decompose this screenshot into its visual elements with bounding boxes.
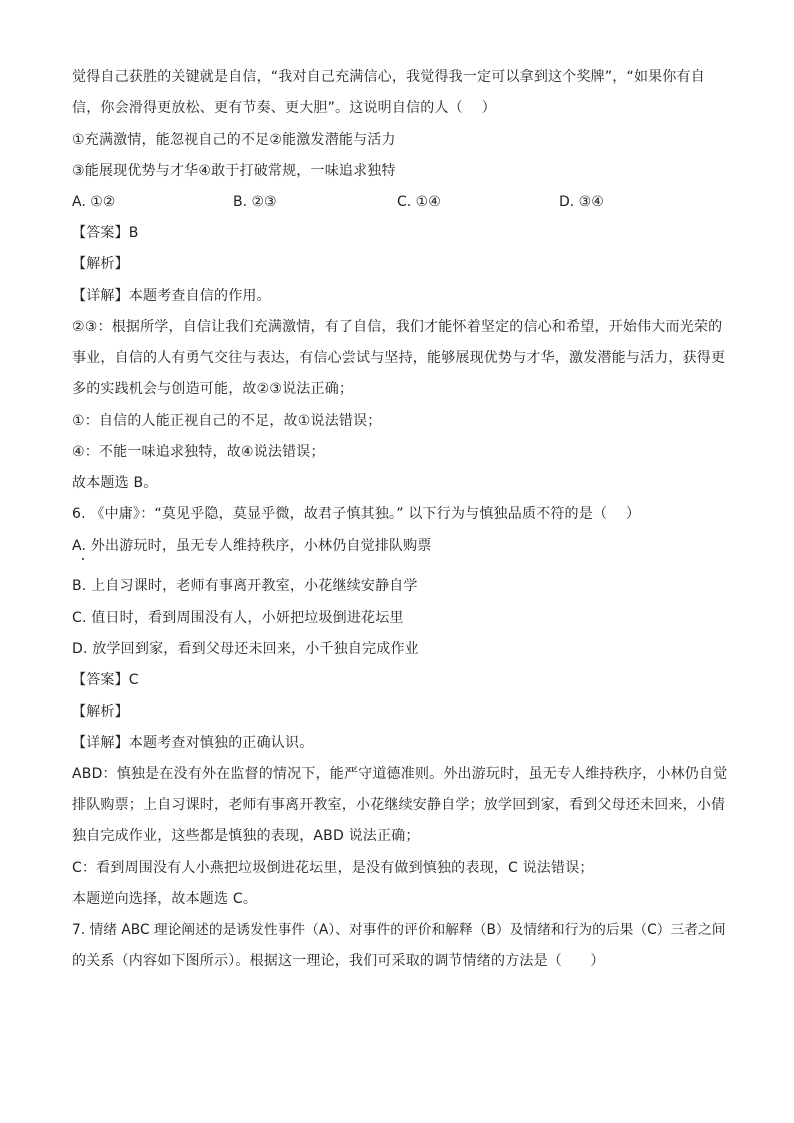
q6-explanation-line-1: ABD：慎独是在没有外在监督的情况下，能严守道德准则。外出游玩时，虽无专人维持秩序，小林仍自觉 <box>72 766 728 782</box>
q5-answer: 【答案】B <box>72 225 139 241</box>
q6-option-a: A. 外出游玩时，虽无专人维持秩序，小林仍自觉排队购票 <box>72 538 432 554</box>
q7-stem-line-2: 的关系（内容如下图所示）。根据这一理论，我们可采取的调节情绪的方法是（ ） <box>72 953 605 969</box>
q5-conclusion: 故本题选 B。 <box>72 475 158 491</box>
q5-option-c: C. ①④ <box>397 194 441 210</box>
q6-explanation-line-2: 排队购票；上自习课时，老师有事离开教室，小花继续安静自学；放学回到家，看到父母还未回来，小倩 <box>72 797 726 813</box>
q5-analysis-heading: 【解析】 <box>72 256 129 272</box>
q5-explanation-line-5: ④：不能一味追求独特，故④说法错误； <box>72 444 325 460</box>
q5-explanation-line-4: ①：自信的人能正视自己的不足，故①说法错误； <box>72 413 382 429</box>
q5-stem-line-2: 信，你会滑得更放松、更有节奏、更大胆”。这说明自信的人（ ） <box>72 100 496 116</box>
q5-statements-line-2: ③能展现优势与才华④敢于打破常规，一味追求独特 <box>72 163 396 179</box>
q6-stem: 6. 《中庸》：“莫见乎隐，莫显乎微，故君子慎其独。” 以下行为与慎独品质不符的是（ ） <box>72 506 641 522</box>
q6-answer: 【答案】C <box>72 672 139 688</box>
q5-explanation-line-3: 多的实践机会与创造可能，故②③说法正确； <box>72 381 354 397</box>
q5-explanation-line-1: ②③：根据所学，自信让我们充满激情，有了自信，我们才能怀着坚定的信心和希望，开始伟大而光荣的 <box>72 319 723 335</box>
q7-stem-line-1: 7. 情绪 ABC 理论阐述的是诱发性事件（A）、对事件的评价和解释（B）及情绪和行为的后果（C）三者之间 <box>72 922 726 938</box>
stray-dot-mark <box>82 558 84 560</box>
q6-option-d: D. 放学回到家，看到父母还未回来，小千独自完成作业 <box>72 641 419 657</box>
q6-explanation-line-3: 独自完成作业，这些都是慎独的表现，ABD 说法正确； <box>72 828 420 844</box>
q5-explanation-line-2: 事业，自信的人有勇气交往与表达，有信心尝试与坚持，能够展现优势与才华，激发潜能与活力，获得更 <box>72 350 726 366</box>
q5-statements-line-1: ①充满激情，能忽视自己的不足②能激发潜能与活力 <box>72 132 396 148</box>
q6-option-b: B. 上自习课时，老师有事离开教室，小花继续安静自学 <box>72 578 418 594</box>
q6-explanation-line-4: C：看到周围没有人小燕把垃圾倒进花坛里，是没有做到慎独的表现，C 说法错误； <box>72 860 594 876</box>
q6-conclusion: 本题逆向选择，故本题选 C。 <box>72 891 258 907</box>
q5-detail-heading: 【详解】本题考查自信的作用。 <box>72 288 271 304</box>
q6-detail-heading: 【详解】本题考查对慎独的正确认识。 <box>72 735 314 751</box>
q5-option-d: D. ③④ <box>559 194 604 210</box>
q5-option-a: A. ①② <box>72 194 116 210</box>
q6-option-c: C. 值日时，看到周围没有人，小妍把垃圾倒进花坛里 <box>72 610 404 626</box>
q5-option-b: B. ②③ <box>233 194 277 210</box>
q6-analysis-heading: 【解析】 <box>72 704 129 720</box>
q5-stem-line-1: 觉得自己获胜的关键就是自信，“我对自己充满信心，我觉得我一定可以拿到这个奖牌”，“如果你有自 <box>72 69 705 85</box>
